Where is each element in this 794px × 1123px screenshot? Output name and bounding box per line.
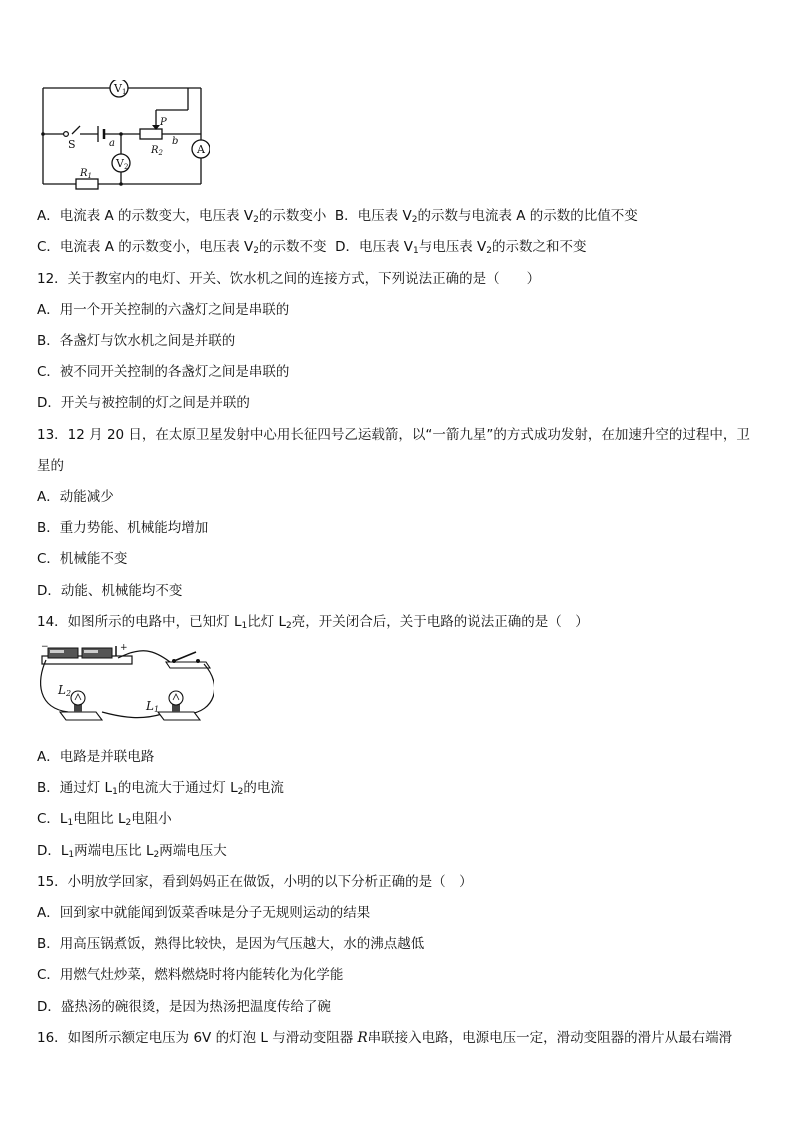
q14-option-a: A．电路是并联电路 xyxy=(37,749,155,765)
point-b-label: b xyxy=(172,136,179,147)
q14-option-d: D．$L_1$两端电压比 $L_2$两端电压大 xyxy=(37,843,227,860)
q15-option-d: D．盛热汤的碗很烫，是因为热汤把温度传给了碗 xyxy=(37,999,331,1015)
battery-minus-label: − xyxy=(41,642,49,652)
q14-option-b: B．通过灯 $L_1$的电流大于通过灯 $L_2$的电流 xyxy=(37,780,284,797)
q11-options-cd: C．电流表 A 的示数变小，电压表 $V_2$的示数不变 D．电压表 $V_1$与电压表 $V_2$的示数之和不变 xyxy=(37,239,587,256)
point-a-label: a xyxy=(109,138,115,149)
circuit-diagram-2 xyxy=(38,642,214,728)
q13-stem-line1: 13．12 月 20 日，在太原卫星发射中心用长征四号乙运载箭，以“一箭九星”的方式成功发射，在加速升空的过程中，卫 xyxy=(37,427,750,443)
q16-stem: 16．如图所示额定电压为 6V 的灯泡 L 与滑动变阻器 R串联接入电路，电源电压一定，滑动变阻器的滑片从最右端滑 xyxy=(37,1030,733,1046)
q12-option-b: B．各盏灯与饮水机之间是并联的 xyxy=(37,333,236,349)
q12-option-d: D．开关与被控制的灯之间是并联的 xyxy=(37,395,250,411)
q11-options-ab: A．电流表 A 的示数变大，电压表 $V_2$的示数变小 B．电压表 $V_2$的示数与电流表 A 的示数的比值不变 xyxy=(37,208,638,225)
v1-meter-label: V1 xyxy=(114,82,127,96)
circuit-diagram-1 xyxy=(38,80,210,192)
q13-stem-line2: 星的 xyxy=(37,458,64,474)
q13-option-b: B．重力势能、机械能均增加 xyxy=(37,520,209,536)
q13-option-d: D．动能、机械能均不变 xyxy=(37,583,183,599)
battery-plus-label: + xyxy=(120,643,128,653)
v2-meter-label: V2 xyxy=(116,157,129,171)
q15-option-a: A．回到家中就能闻到饭菜香味是分子无规则运动的结果 xyxy=(37,905,371,921)
switch-label: S xyxy=(68,138,76,151)
q14-option-c: C．$L_1$电阻比 $L_2$电阻小 xyxy=(37,811,172,828)
q15-option-b: B．用高压锅煮饭，熟得比较快，是因为气压越大，水的沸点越低 xyxy=(37,936,425,952)
q12-option-c: C．被不同开关控制的各盏灯之间是串联的 xyxy=(37,364,290,380)
q12-stem: 12．关于教室内的电灯、开关、饮水机之间的连接方式，下列说法正确的是（ ） xyxy=(37,271,541,287)
q14-stem: 14．如图所示的电路中，已知灯 $L_1$比灯 $L_2$亮，开关闭合后，关于电路的说法正确的是（ ） xyxy=(37,614,589,631)
q12-option-a: A．用一个开关控制的六盏灯之间是串联的 xyxy=(37,302,290,318)
q15-stem: 15．小明放学回家，看到妈妈正在做饭，小明的以下分析正确的是（ ） xyxy=(37,874,473,890)
q15-option-c: C．用燃气灶炒菜，燃料燃烧时将内能转化为化学能 xyxy=(37,967,344,983)
bulb-l2-label: L2 xyxy=(58,683,72,698)
slider-p-label: P xyxy=(160,117,167,128)
r1-label: $R_1$ xyxy=(80,168,92,180)
q13-option-a: A．动能减少 xyxy=(37,489,114,505)
bulb-l1-label: L1 xyxy=(146,699,160,714)
r2-label: $R_2$ xyxy=(151,145,163,157)
ammeter-label: A xyxy=(197,143,205,156)
q13-option-c: C．机械能不变 xyxy=(37,551,128,567)
